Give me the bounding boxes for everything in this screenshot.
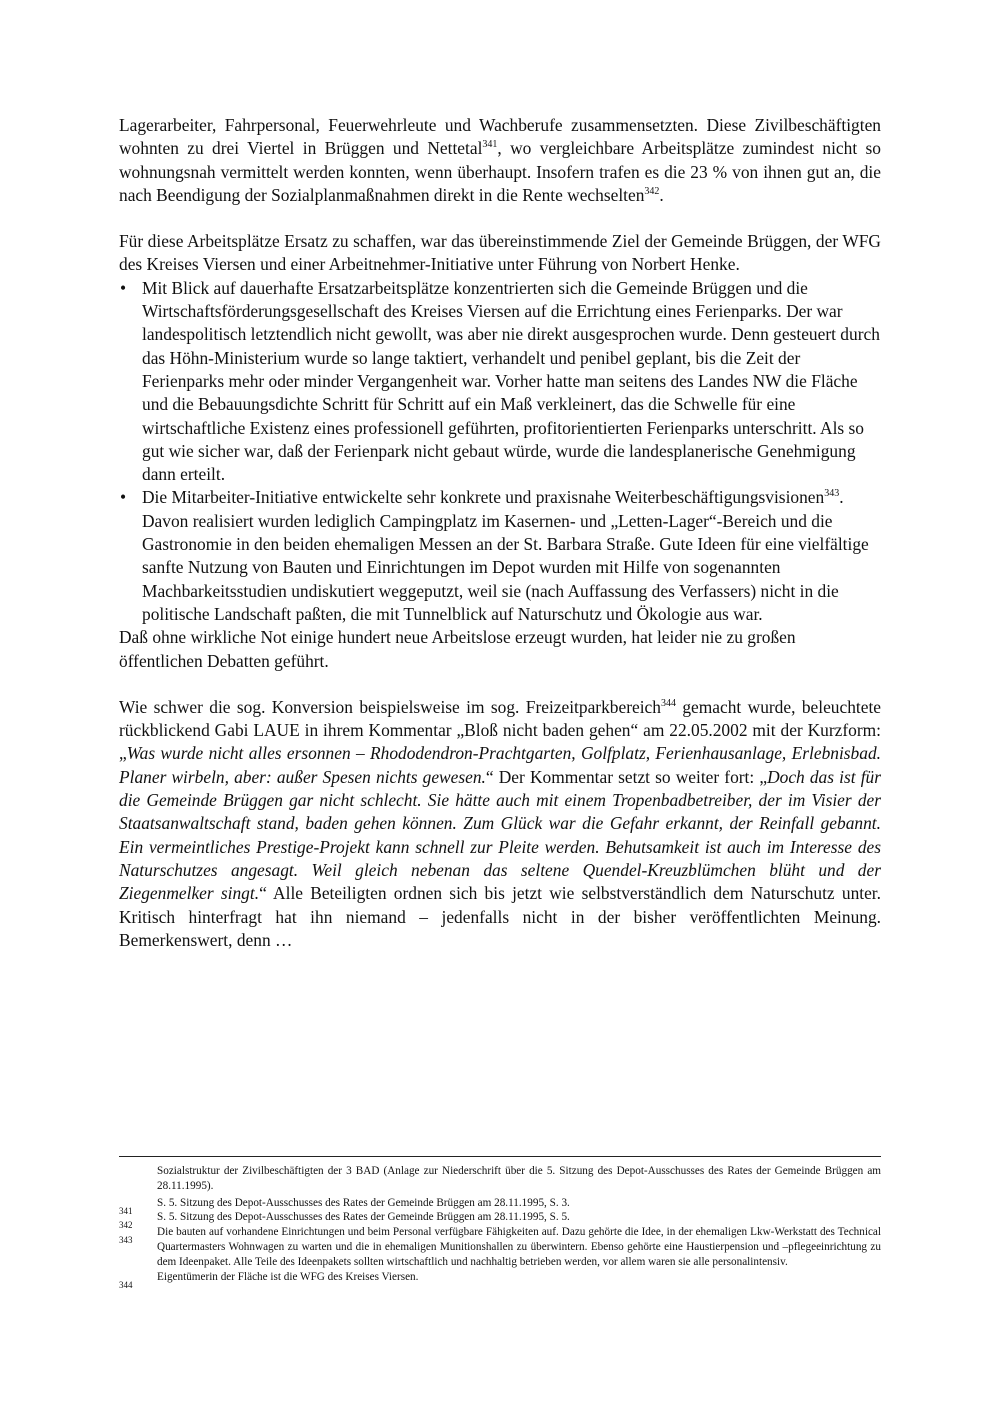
text-run: Die Mitarbeiter-Initiative entwickelte sehr konkrete und praxisnahe Weiterbeschäftigungsvisionen xyxy=(142,487,825,508)
footnote-number: 344 xyxy=(119,1279,133,1290)
footnote-ref-342[interactable]: 342 xyxy=(644,186,660,198)
footnote-text: Eigentümerin der Fläche ist die WFG des Kreises Viersen. xyxy=(157,1270,419,1283)
page-body xyxy=(119,114,881,952)
footnote-ref-343[interactable]: 343 xyxy=(824,488,840,500)
bullet-icon: • xyxy=(120,277,127,298)
footnotes xyxy=(119,1164,881,1290)
bullet-list xyxy=(119,277,881,626)
text-run: , wo vergleichbare Arbeitsplätze zumindest nicht so wohnungsnah vermittelt werden konnten, wenn überhaupt. Insofern trafen es die 23 % von ihnen gut an, die nach Beendigung der Sozialplanmaßnahmen direkt in die Rente wechselten xyxy=(119,138,881,205)
text-run: gemacht wurde, beleuchtete rückblickend Gabi LAUE in ihrem Kommentar „Bloß nicht baden gehen“ am 22.05.2002 mit der Kurzform: „ xyxy=(119,696,881,764)
quote-italic: Doch das ist für die Gemeinde Brüggen gar nicht schlecht. Sie hätte auch mit einem Tropenbadbetreiber, der im Visier der Staatsanwaltschaft stand, baden gehen können. Zum Glück war die Gefahr erkannt, der Reinfall gebannt. Ein vermeintliches Prestige-Projekt kann schnell zur Pleite werden. Behutsamkeit ist auch im Interesse des Naturschutzes angesagt. Weil gleich nebenan das seltene Quendel-Kreuzblümchen blüht und der Ziegenmelker singt. xyxy=(119,766,881,904)
paragraph-arbeitslose: Daß ohne wirkliche Not einige hundert neue Arbeitslose erzeugt wurden, hat leider nie zu großen öffentlichen Debatten geführt. xyxy=(119,627,796,671)
bullet-item-ferienpark xyxy=(119,277,881,487)
footnote-number: 341 xyxy=(119,1205,133,1216)
text-run: “ Der Kommentar setzt so weiter fort: „ xyxy=(485,766,768,787)
bullet-item-initiative xyxy=(119,486,881,626)
footnote-343 xyxy=(119,1225,881,1269)
text-run: Wie schwer die sog. Konversion beispielsweise im sog. Freizeitparkbereich xyxy=(119,696,661,717)
text-run: Mit Blick auf dauerhafte Ersatzarbeitsplätze konzentrierten sich die Gemeinde Brüggen und die Wirtschaftsförderungsgesellschaft des Kreises Viersen auf die Errichtung eines Ferienparks. Der war landespolitisch letztendlich nicht gewollt, was aber nie direkt ausgesprochen wurde. Denn gesteuert durch das Höhn-Ministerium wurde so lange taktiert, verhandelt und penibel geplant, bis die Zeit der Ferienparks mehr oder minder Vergangenheit war. Vorher hatte man seitens des Landes NW die Fläche und die Bebauungsdichte Schritt für Schritt auf ein Maß verkleinert, das die Schwelle für eine wirtschaftliche Existenz eines professionell geführten, profitorientierten Ferienparks unterschritt. Als so gut wie sicher war, daß der Ferienpark nicht gebaut würde, wurde die landesplanerische Genehmigung dann erteilt. xyxy=(142,277,880,485)
text-run: . xyxy=(659,184,664,205)
footnote-text: Sozialstruktur der Zivilbeschäftigten der 3 BAD (Anlage zur Niederschrift über die 5. Sitzung des Depot-Ausschusses des Rates der Gemeinde Brüggen am 28.11.1995). xyxy=(157,1165,881,1192)
text-run: Lagerarbeiter, Fahrpersonal, Feuerwehrleute und Wachberufe zusammensetzten. Diese Zivilbeschäftigten wohnten zu drei Viertel in Brüggen und Nettetal xyxy=(119,115,881,159)
paragraph-zivilbeschaeftigte xyxy=(119,114,881,207)
footnote-344 xyxy=(119,1270,881,1290)
footnote-ref-341[interactable]: 341 xyxy=(482,139,498,151)
footnote-text: S. 5. Sitzung des Depot-Ausschusses des Rates der Gemeinde Brüggen am 28.11.1995, S. 5. xyxy=(157,1211,570,1224)
footnote-text: Die bauten auf vorhandene Einrichtungen und beim Personal verfügbare Fähigkeiten auf. Dazu gehörte die Idee, in der ehemaligen Lkw-Werkstatt des Technical Quartermasters Wohnwagen zu warten und die in ehemaligen Munitionshallen zu überwintern. Ebenso gehörte eine Haustierpension und –pflegeeinrichtung zu dem Ideenpaket. Alle Teile des Ideenpakets sollten wirtschaftlich und nachhaltig betrieben werden, vor allem waren sie alle personalintensiv. xyxy=(157,1226,881,1268)
bullet-icon: • xyxy=(120,487,127,508)
footnote-342 xyxy=(119,1210,881,1231)
footnote-ref-344[interactable]: 344 xyxy=(660,698,676,710)
footnote-continued xyxy=(119,1164,881,1194)
text-run: . Davon realisiert wurden lediglich Campingplatz im Kasernen- und „Letten-Lager“-Bereich und die Gastronomie in den beiden ehemaligen Messen an der St. Barbara Straße. Gute Ideen für eine vielfältige sanfte Nutzung von Bauten und Einrichtungen im Depot wurden mit Hilfe von sogenannten Machbarkeitsstudien undiskutiert weggeputzt, weil sie (nach Auffassung des Verfassers) nicht in die politische Landschaft paßten, die mit Tunnelblick auf Naturschutz und Ökologie aus war. xyxy=(142,487,869,624)
footnote-divider xyxy=(119,1156,881,1157)
text-run: “ Alle Beteiligten ordnen sich bis jetzt wie selbstverständlich dem Naturschutz unter. Kritisch hinterfragt hat ihn niemand – jedenfalls nicht in der bisher veröffentlichten Meinung. Bemerkenswert, denn … xyxy=(119,883,881,950)
footnote-341 xyxy=(119,1196,881,1216)
footnote-text: S. 5. Sitzung des Depot-Ausschusses des Rates der Gemeinde Brüggen am 28.11.1995, S. 3. xyxy=(157,1196,570,1209)
paragraph-ersatz: Für diese Arbeitsplätze Ersatz zu schaffen, war das übereinstimmende Ziel der Gemeinde Brüggen, der WFG des Kreises Viersen und einer Arbeitnehmer-Initiative unter Führung von Norbert Henke. xyxy=(119,231,881,275)
footnote-number: 342 xyxy=(119,1220,133,1231)
paragraph-konversion xyxy=(119,696,881,952)
footnote-number: 343 xyxy=(119,1235,133,1246)
quote-italic: Was wurde nicht alles ersonnen – Rhododendron-Prachtgarten, Golfplatz, Ferienhausanlage, Erlebnisbad. Planer wirbeln, aber: außer Spesen nichts gewesen. xyxy=(119,743,881,787)
